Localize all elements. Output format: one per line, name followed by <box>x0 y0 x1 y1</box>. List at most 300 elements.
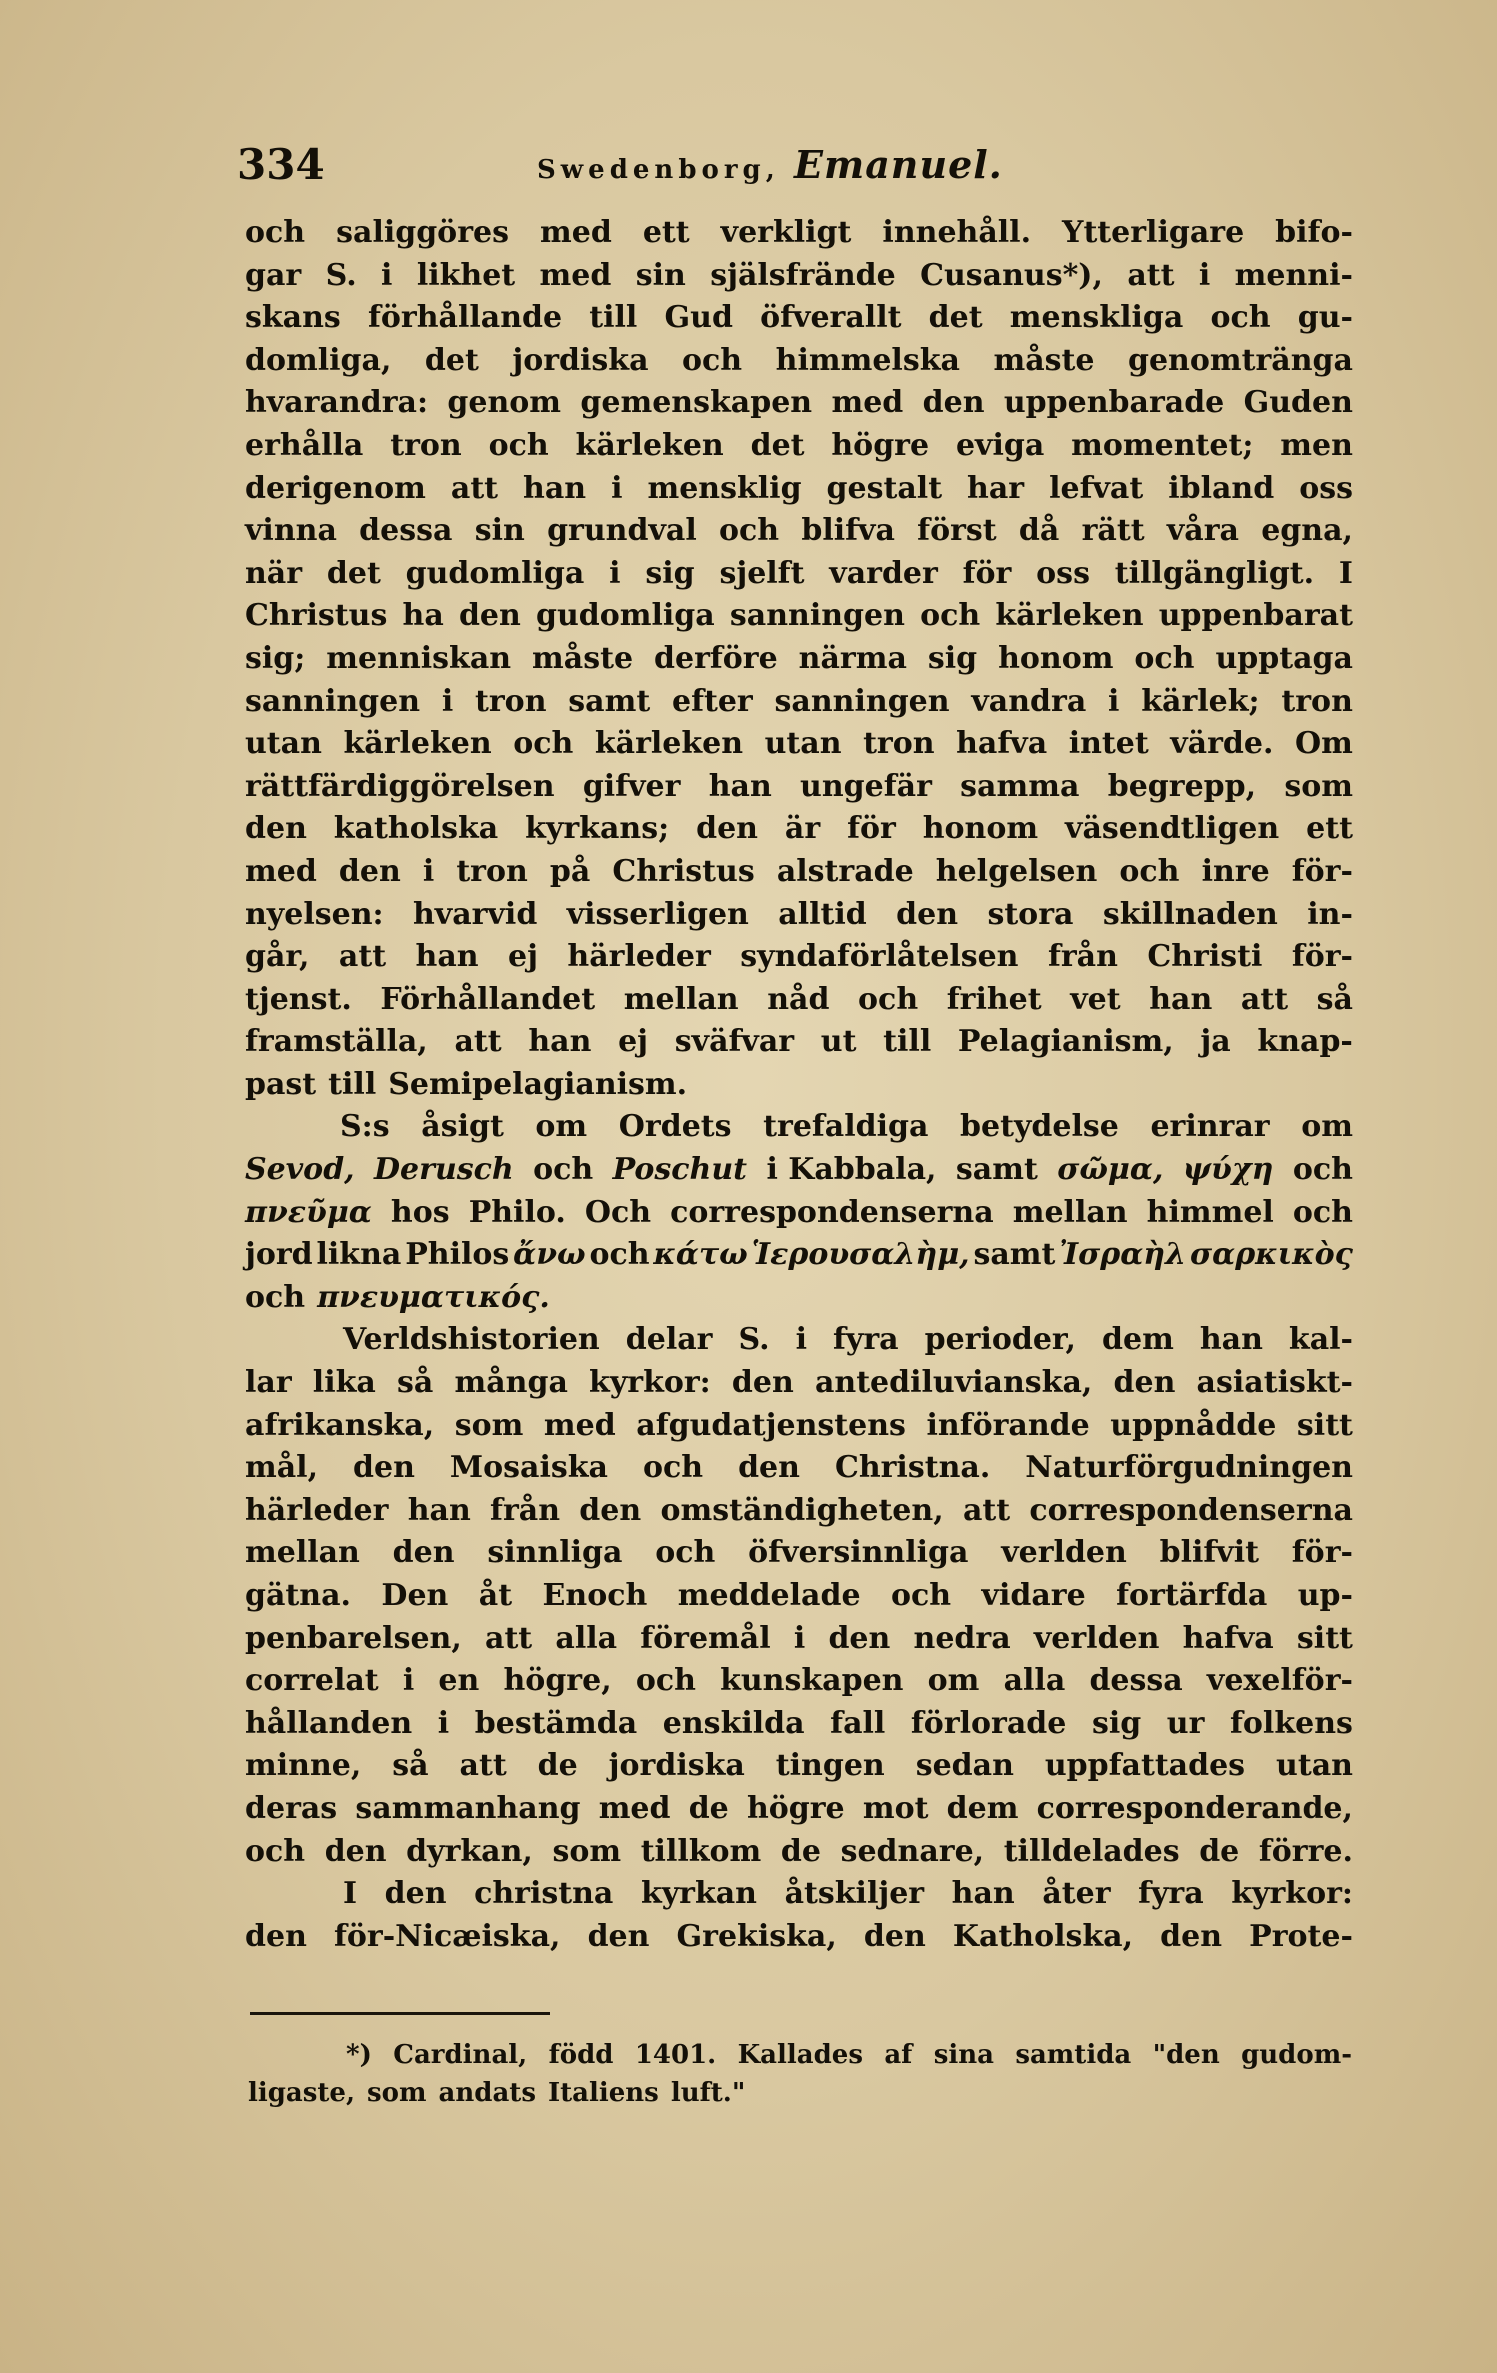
word: sina <box>933 2040 994 2070</box>
word: i <box>437 1705 450 1741</box>
word: han <box>951 1876 1015 1912</box>
word: deras <box>245 1790 338 1826</box>
word: vandra <box>971 683 1087 719</box>
word: uppenbarade <box>1003 385 1225 421</box>
word: corresponderande, <box>1036 1790 1353 1826</box>
word: från <box>1047 939 1118 975</box>
word: den <box>245 1918 307 1954</box>
word: ett <box>642 215 690 250</box>
word: utan <box>1276 1748 1353 1784</box>
word: ha <box>402 598 444 634</box>
text-line <box>245 638 1353 681</box>
text-line <box>245 212 1353 255</box>
word: intet <box>1068 726 1149 762</box>
word: öfversinnliga <box>748 1535 969 1571</box>
word: den <box>922 385 985 421</box>
word: så <box>396 1365 434 1401</box>
text-line <box>245 681 1353 724</box>
word: penbarelsen, <box>245 1620 462 1656</box>
word: himmelska <box>775 342 960 378</box>
word: tillkom <box>640 1833 762 1869</box>
word: skans <box>245 300 341 336</box>
word: framställa, <box>245 1024 428 1060</box>
word: högre <box>831 427 930 463</box>
word: I <box>1338 555 1353 591</box>
text-line <box>245 808 1353 851</box>
word: i Kabbala, <box>766 1152 937 1188</box>
word: den <box>731 1365 794 1401</box>
word: dem <box>1102 1322 1174 1358</box>
word: nedra <box>913 1620 1011 1656</box>
word: och <box>858 981 919 1017</box>
word: att <box>485 1620 533 1656</box>
word: domliga, <box>245 342 392 378</box>
word: Verldshistorien <box>343 1322 600 1358</box>
word: åt <box>478 1578 513 1613</box>
word: att <box>1240 981 1289 1017</box>
word: för- <box>1291 1535 1353 1571</box>
greek-ano: ἄνω <box>513 1237 586 1273</box>
word: Philo. <box>468 1194 566 1230</box>
word: alltid <box>778 896 867 932</box>
word: och <box>533 1152 594 1188</box>
word: härleder <box>245 1492 389 1528</box>
word: för <box>847 811 896 847</box>
word: correlat <box>245 1663 379 1699</box>
word: asiatiskt- <box>1196 1365 1353 1401</box>
word: han <box>528 1024 592 1060</box>
word: Förhållandet <box>380 981 596 1017</box>
word: derföre <box>654 640 778 676</box>
word: att <box>962 1492 1011 1528</box>
word: till <box>328 1066 377 1102</box>
word: minne, <box>245 1748 362 1784</box>
word: antediluvianska, <box>814 1365 1093 1401</box>
word: Enoch <box>542 1578 648 1613</box>
word: för- <box>1291 939 1353 975</box>
word: uppenbarat <box>1158 598 1353 634</box>
word: hafva <box>1182 1620 1274 1656</box>
word: den <box>738 1450 800 1486</box>
text-line <box>245 1660 1353 1703</box>
word: med <box>245 853 317 889</box>
word: Philos <box>405 1237 510 1273</box>
page-header <box>237 140 1317 200</box>
word: folkens <box>1230 1705 1353 1741</box>
word: i <box>793 1620 806 1656</box>
word: måste <box>532 640 634 676</box>
word: i <box>402 1663 415 1699</box>
word: menni- <box>1234 257 1353 293</box>
word: upptaga <box>1215 640 1353 676</box>
word: och <box>513 726 574 762</box>
word: gemenskapen <box>580 385 813 421</box>
word: Christus <box>612 853 755 889</box>
word: tron <box>863 726 935 762</box>
running-head-given-name: Emanuel. <box>794 142 1003 187</box>
footnote <box>248 2036 1352 2112</box>
word: de <box>780 1833 821 1869</box>
word: betydelse <box>960 1109 1119 1145</box>
running-head-surname: Swedenborg, <box>537 155 780 185</box>
word: den <box>384 1876 447 1912</box>
word: den <box>245 811 307 847</box>
word: afgudatjenstens <box>636 1407 906 1443</box>
word: menskliga <box>1009 300 1184 336</box>
word: från <box>490 1492 561 1528</box>
word: mot <box>862 1790 929 1826</box>
word: och <box>1210 300 1271 336</box>
text-line <box>245 766 1353 809</box>
word: föremål <box>640 1620 771 1656</box>
word: saliggöres <box>336 215 509 250</box>
word: skillnaden <box>1102 896 1278 932</box>
word: den <box>338 853 401 889</box>
word: 1401. <box>634 2040 717 2070</box>
word: och <box>1119 853 1180 889</box>
word: kärlek; <box>1141 683 1260 719</box>
word: begrepp, <box>1107 768 1257 804</box>
word: oss <box>1036 555 1090 591</box>
word: Guden <box>1243 385 1353 421</box>
word: värde. <box>1170 726 1274 762</box>
word: Gud <box>664 300 733 336</box>
word: är <box>784 811 821 847</box>
text-line <box>245 297 1353 340</box>
text-line <box>245 1362 1353 1405</box>
word: de <box>688 1790 729 1826</box>
word: erinrar <box>1150 1109 1270 1145</box>
word: mål, <box>245 1450 319 1486</box>
term-derusch: Derusch <box>374 1152 514 1188</box>
word: införande <box>926 1407 1090 1443</box>
text-line <box>245 595 1353 638</box>
greek-kato: κάτω <box>653 1237 748 1273</box>
word: om <box>927 1663 980 1699</box>
word: måste <box>993 342 1095 378</box>
word: tingen <box>775 1748 885 1784</box>
paragraph-1 <box>245 212 1353 1106</box>
word: och <box>642 1450 704 1486</box>
word: med <box>540 215 612 250</box>
word: och <box>891 1578 952 1613</box>
word: som <box>552 1833 622 1869</box>
word: om <box>1301 1109 1353 1145</box>
greek-ierousalem: Ἱερουσαλὴμ, <box>751 1237 970 1273</box>
text-line <box>245 1277 1353 1320</box>
word: vexelför- <box>1206 1663 1353 1699</box>
word: sin <box>635 257 686 293</box>
word: hållanden <box>245 1705 413 1741</box>
word: gu- <box>1297 300 1353 336</box>
text-line <box>245 1916 1353 1959</box>
word: att <box>1127 257 1175 293</box>
word: himmel <box>1146 1194 1274 1230</box>
word: oss <box>1299 470 1353 506</box>
word: ej <box>508 939 538 975</box>
text-line <box>245 1064 1353 1107</box>
word: jord <box>245 1237 313 1273</box>
word: past <box>245 1066 317 1102</box>
text-line <box>245 1873 1353 1916</box>
word: den <box>1160 1918 1223 1954</box>
word: fall <box>830 1705 886 1741</box>
word: i <box>795 1322 807 1358</box>
word: för- <box>1291 853 1353 889</box>
word: och <box>719 513 780 549</box>
word: som <box>367 2078 427 2108</box>
text-line <box>245 1405 1353 1448</box>
word: samtida <box>1015 2040 1132 2070</box>
word: när <box>245 555 303 591</box>
word: menniskan <box>326 640 512 676</box>
word: Italiens <box>547 2078 659 2108</box>
word: och <box>488 427 549 463</box>
word: det <box>750 427 805 463</box>
running-head <box>537 142 1003 187</box>
term-sevod: Sevod, <box>245 1152 355 1188</box>
word: på <box>549 853 591 889</box>
word: utan <box>245 726 322 762</box>
word: tjenst. <box>245 981 352 1017</box>
word: närma <box>798 640 907 676</box>
word: den <box>579 1492 642 1528</box>
word: innehåll. <box>882 215 1032 250</box>
word: Pelagianism, <box>957 1024 1174 1060</box>
word: den <box>458 598 521 634</box>
word: mensklig <box>647 470 802 506</box>
word: åter <box>1042 1876 1111 1912</box>
word: genom <box>447 385 562 421</box>
word: till <box>883 1024 932 1060</box>
word: och <box>635 1663 696 1699</box>
word: ligaste, <box>248 2078 356 2108</box>
word: ej <box>618 1024 649 1060</box>
word: och <box>245 215 306 250</box>
word: att <box>454 1024 502 1060</box>
word: S. <box>325 257 357 293</box>
word: nåd <box>767 981 830 1017</box>
word: den <box>392 1535 455 1571</box>
word: dessa <box>1089 1663 1183 1699</box>
word: sanningen <box>774 683 950 719</box>
text-line <box>245 425 1353 468</box>
word: i <box>1198 257 1211 293</box>
word: att <box>338 939 387 975</box>
word: vidare <box>981 1578 1086 1613</box>
page-number: 334 <box>237 140 325 189</box>
word: sig <box>645 555 695 591</box>
word: frihet <box>946 981 1042 1017</box>
word: Semipelagianism. <box>388 1066 688 1102</box>
word: blifvit <box>1159 1535 1259 1571</box>
word: andats <box>438 2078 536 2108</box>
word: Ordets <box>618 1109 732 1145</box>
word: det <box>928 300 983 336</box>
word: meddelade <box>677 1578 861 1613</box>
word: fortärfda <box>1116 1578 1268 1613</box>
text-line <box>245 510 1353 553</box>
word: trefaldiga <box>763 1109 929 1145</box>
word: han <box>523 470 587 506</box>
greek-psyche: ψύχη <box>1182 1152 1274 1188</box>
text-line <box>245 723 1353 766</box>
text-line <box>245 1447 1353 1490</box>
word: kärleken <box>575 427 724 463</box>
word: Mosaiska <box>449 1450 608 1486</box>
word: S. <box>738 1322 770 1358</box>
word: och <box>1292 1194 1353 1230</box>
word: med <box>543 1407 616 1443</box>
greek-soma: σῶμα, <box>1057 1152 1164 1188</box>
word: i <box>422 853 435 889</box>
word: med <box>831 385 904 421</box>
word: som <box>454 1407 524 1443</box>
word: alla <box>1003 1663 1066 1699</box>
word: högre <box>746 1790 845 1826</box>
word: Om <box>1294 726 1353 762</box>
text-line <box>245 553 1353 596</box>
text-line <box>245 1618 1353 1661</box>
word: och <box>1134 640 1195 676</box>
word: ja <box>1200 1024 1231 1060</box>
greek-pneuma: πνεῦμα <box>245 1194 372 1230</box>
word: samt <box>955 1152 1038 1188</box>
word: och <box>245 1833 306 1869</box>
word: tilldelades <box>1003 1833 1180 1869</box>
word: sitt <box>1296 1620 1353 1656</box>
word: dessa <box>359 513 453 549</box>
word: correspondenserna <box>670 1194 994 1230</box>
word: sanningen <box>729 598 905 634</box>
word: katholska <box>333 811 499 847</box>
text-line <box>245 382 1353 425</box>
text-line <box>245 1831 1353 1874</box>
word: med <box>539 257 612 293</box>
word: den <box>1113 1365 1176 1401</box>
word: kyrkor: <box>1231 1876 1353 1912</box>
word: af <box>884 2040 913 2070</box>
greek-pneumatikos: πνευματικός. <box>317 1279 550 1315</box>
word: gudomliga <box>535 598 715 634</box>
word: så <box>392 1748 429 1784</box>
word: sanningen <box>245 683 421 719</box>
word: samma <box>960 768 1080 804</box>
word: i <box>1108 683 1120 719</box>
paragraph-4 <box>245 1873 1353 1958</box>
word: vet <box>1070 981 1121 1017</box>
word: sinnliga <box>487 1535 623 1571</box>
word: enskilda <box>662 1705 805 1741</box>
word: Christus <box>245 598 388 634</box>
word: han <box>708 768 772 804</box>
text-line <box>245 1532 1353 1575</box>
word: för-Nicæiska, <box>333 1918 561 1954</box>
word: genomtränga <box>1127 342 1353 378</box>
word: mellan <box>623 981 739 1017</box>
word: verlden <box>1033 1620 1160 1656</box>
word: honom <box>922 811 1039 847</box>
word: Katholska, <box>952 1918 1134 1954</box>
word: christna <box>474 1876 614 1912</box>
word: sväfvar <box>674 1024 795 1060</box>
word: det <box>326 555 381 591</box>
text-line <box>248 2074 1352 2112</box>
word: en <box>438 1663 480 1699</box>
word: bestämda <box>474 1705 638 1741</box>
word: Och <box>584 1194 652 1230</box>
word: tron <box>475 683 547 719</box>
word: för <box>962 555 1012 591</box>
word: samt <box>568 683 651 719</box>
word: född <box>548 2040 614 2070</box>
word: kärleken <box>343 726 492 762</box>
word: S:s <box>340 1109 390 1145</box>
word: högre, <box>503 1663 612 1699</box>
word: dem <box>946 1790 1019 1826</box>
word: lefvat <box>1049 470 1144 506</box>
word: omständigheten, <box>660 1492 944 1528</box>
word: honom <box>998 640 1114 676</box>
word: I <box>343 1876 358 1912</box>
text-line <box>245 340 1353 383</box>
text-line <box>245 979 1353 1022</box>
text-line <box>245 1788 1353 1831</box>
word: vinna <box>245 513 337 549</box>
word: hafva <box>956 726 1048 762</box>
word: sig <box>1091 1705 1142 1741</box>
word: varder <box>829 555 938 591</box>
text-line <box>245 1745 1353 1788</box>
word: den <box>324 1833 387 1869</box>
text-line <box>245 1490 1353 1533</box>
word: gudomliga <box>405 555 585 591</box>
text-line <box>245 1703 1353 1746</box>
text-line <box>248 2036 1352 2074</box>
word: ut <box>820 1024 857 1060</box>
word: likhet <box>416 257 516 293</box>
word: de <box>537 1748 578 1784</box>
word: han <box>1149 981 1213 1017</box>
word: erhålla <box>245 427 364 463</box>
word: han <box>415 939 479 975</box>
greek-sarkikos: σαρκικὸς <box>1189 1237 1353 1273</box>
word: rätt <box>1081 513 1145 549</box>
text-line <box>245 1021 1353 1064</box>
word: bifo- <box>1275 215 1353 250</box>
word: delar <box>625 1322 713 1358</box>
word: mellan <box>1012 1194 1128 1230</box>
text-line <box>245 255 1353 298</box>
word: sammanhang <box>355 1790 581 1826</box>
word: den <box>828 1620 891 1656</box>
word: efter <box>672 683 753 719</box>
word: grundval <box>547 513 697 549</box>
word: hos <box>390 1194 450 1230</box>
word: åtskiljer <box>784 1876 925 1912</box>
word: ur <box>1166 1705 1205 1741</box>
word: den <box>896 896 959 932</box>
word: har <box>967 470 1025 506</box>
word: med <box>598 1790 671 1826</box>
word: och <box>682 342 743 378</box>
word: så <box>1316 981 1353 1017</box>
word: kyrkans; <box>525 811 670 847</box>
word: kärleken <box>594 726 744 762</box>
word: derigenom <box>245 470 426 506</box>
word: tron <box>456 853 528 889</box>
main-text <box>245 212 1353 1958</box>
